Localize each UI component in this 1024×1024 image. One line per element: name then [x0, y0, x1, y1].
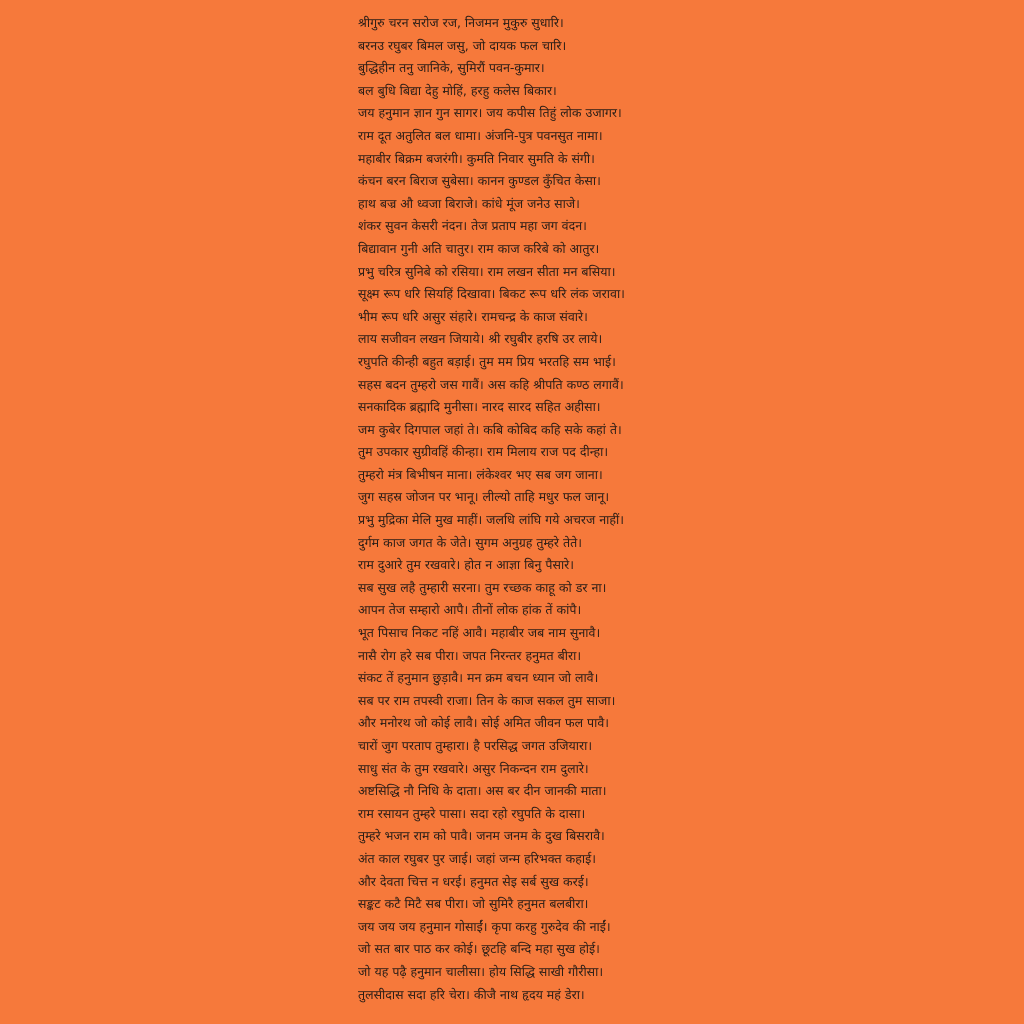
verse-line: दुर्गम काज जगत के जेते। सुगम अनुग्रह तुम्हरे तेते। — [358, 534, 583, 550]
verse-line: जम कुबेर दिगपाल जहां ते। कबि कोबिद कहि सके कहां ते। — [358, 421, 622, 437]
verse-line: बुद्धिहीन तनु जानिके, सुमिरौं पवन-कुमार। — [358, 60, 545, 76]
verse-line: सब पर राम तपस्वी राजा। तिन के काज सकल तुम साजा। — [358, 692, 616, 708]
verse-line: तुम उपकार सुग्रीवहिं कीन्हा। राम मिलाय राज पद दीन्हा। — [358, 444, 609, 460]
verse-line: नासै रोग हरे सब पीरा। जपत निरन्तर हनुमत बीरा। — [358, 647, 582, 663]
verse-line: जो यह पढ़ै हनुमान चालीसा। होय सिद्धि साखी गौरीसा। — [358, 963, 604, 979]
verse-line: जय हनुमान ज्ञान गुन सागर। जय कपीस तिहुं लोक उजागर। — [358, 105, 622, 121]
verse-line: प्रभु चरित्र सुनिबे को रसिया। राम लखन सीता मन बसिया। — [358, 263, 616, 279]
verse-line: चारों जुग परताप तुम्हारा। है परसिद्ध जगत उजियारा। — [358, 738, 593, 753]
verse-line: और मनोरथ जो कोई लावै। सोई अमित जीवन फल पावै। — [358, 715, 610, 731]
verse-line: सङ्कट कटै मिटै सब पीरा। जो सुमिरै हनुमत बलबीरा। — [358, 896, 589, 912]
verse-line: तुम्हरो मंत्र बिभीषन माना। लंकेश्वर भए सब जग जाना। — [358, 466, 603, 482]
verse-line: बल बुधि बिद्या देहु मोहिं, हरहु कलेस बिकार। — [358, 82, 557, 98]
verse-line: रघुपति कीन्ही बहुत बड़ाई। तुम मम प्रिय भरतहि सम भाई। — [358, 353, 616, 369]
verse-line: अष्टसिद्धि नौ निधि के दाता। अस बर दीन जानकी माता। — [358, 783, 607, 799]
verse-line: राम दुआरे तुम रखवारे। होत न आज्ञा बिनु पैसारे। — [358, 557, 575, 573]
verse-line: कंचन बरन बिराज सुबेसा। कानन कुण्डल कुँचित केसा। — [358, 173, 601, 189]
verse-line: सूक्ष्म रूप धरि सियहिं दिखावा। बिकट रूप धरि लंक जरावा। — [358, 286, 625, 302]
verse-line: भूत पिसाच निकट नहिं आवै। महाबीर जब नाम सुनावै। — [358, 625, 601, 641]
verse-line: और देवता चित्त न धरई। हनुमत सेइ सर्ब सुख करई। — [358, 873, 589, 889]
verse-line: लाय सजीवन लखन जियाये। श्री रघुबीर हरषि उर लाये। — [358, 331, 603, 347]
verse-line: भीम रूप धरि असुर संहारे। रामचन्द्र के काज संवारे। — [358, 308, 588, 324]
verse-line: तुलसीदास सदा हरि चेरा। कीजै नाथ हृदय महं डेरा। — [358, 986, 585, 1002]
verse-line: सब सुख लहै तुम्हारी सरना। तुम रच्छक काहू को डर ना। — [358, 579, 607, 595]
verse-line: तुम्हरे भजन राम को पावै। जनम जनम के दुख बिसरावै। — [358, 828, 605, 844]
verse-line: शंकर सुवन केसरी नंदन। तेज प्रताप महा जग वंदन। — [358, 218, 587, 234]
verse-line: सहस बदन तुम्हरो जस गावैं। अस कहि श्रीपति कण्ठ लगावैं। — [358, 376, 624, 392]
verse-line: आपन तेज सम्हारो आपै। तीनों लोक हांक तें कांपै। — [358, 602, 582, 618]
verse-line: हाथ बज्र औ ध्वजा बिराजे। कांधे मूंज जनेउ साजे। — [358, 195, 580, 211]
verse-block — [358, 12, 698, 1006]
verse-line: जय जय जय हनुमान गोसाईं। कृपा करहु गुरुदेव की नाईं। — [358, 918, 611, 934]
verse-line: साधु संत के तुम रखवारे। असुर निकन्दन राम दुलारे। — [358, 760, 589, 776]
verse-line: जो सत बार पाठ कर कोई। छूटहि बन्दि महा सुख होई। — [358, 941, 600, 957]
verse-line: महाबीर बिक्रम बजरंगी। कुमति निवार सुमति के संगी। — [358, 150, 595, 166]
verse-line: जुग सहस्र जोजन पर भानू। लील्यो ताहि मधुर फल जानू। — [358, 489, 610, 505]
verse-line: राम दूत अतुलित बल धामा। अंजनि-पुत्र पवनसुत नामा। — [358, 127, 603, 143]
verse-line: राम रसायन तुम्हरे पासा। सदा रहो रघुपति के दासा। — [358, 805, 586, 821]
verse-line: प्रभु मुद्रिका मेलि मुख माहीं। जलधि लांघि गये अचरज नाहीं। — [358, 512, 625, 528]
verse-line: श्रीगुरु चरन सरोज रज, निजमन मुकुरु सुधारि। — [358, 15, 564, 30]
verse-line: अंत काल रघुबर पुर जाई। जहां जन्म हरिभक्त कहाई। — [358, 850, 596, 866]
verse-line: संकट तें हनुमान छुड़ावै। मन क्रम बचन ध्यान जो लावै। — [358, 670, 599, 686]
verse-line: बरनउ रघुबर बिमल जसु, जो दायक फल चारि। — [358, 37, 567, 53]
verse-line: सनकादिक ब्रह्मादि मुनीसा। नारद सारद सहित अहीसा। — [358, 399, 601, 415]
verse-line: बिद्यावान गुनी अति चातुर। राम काज करिबे को आतुर। — [358, 240, 600, 256]
